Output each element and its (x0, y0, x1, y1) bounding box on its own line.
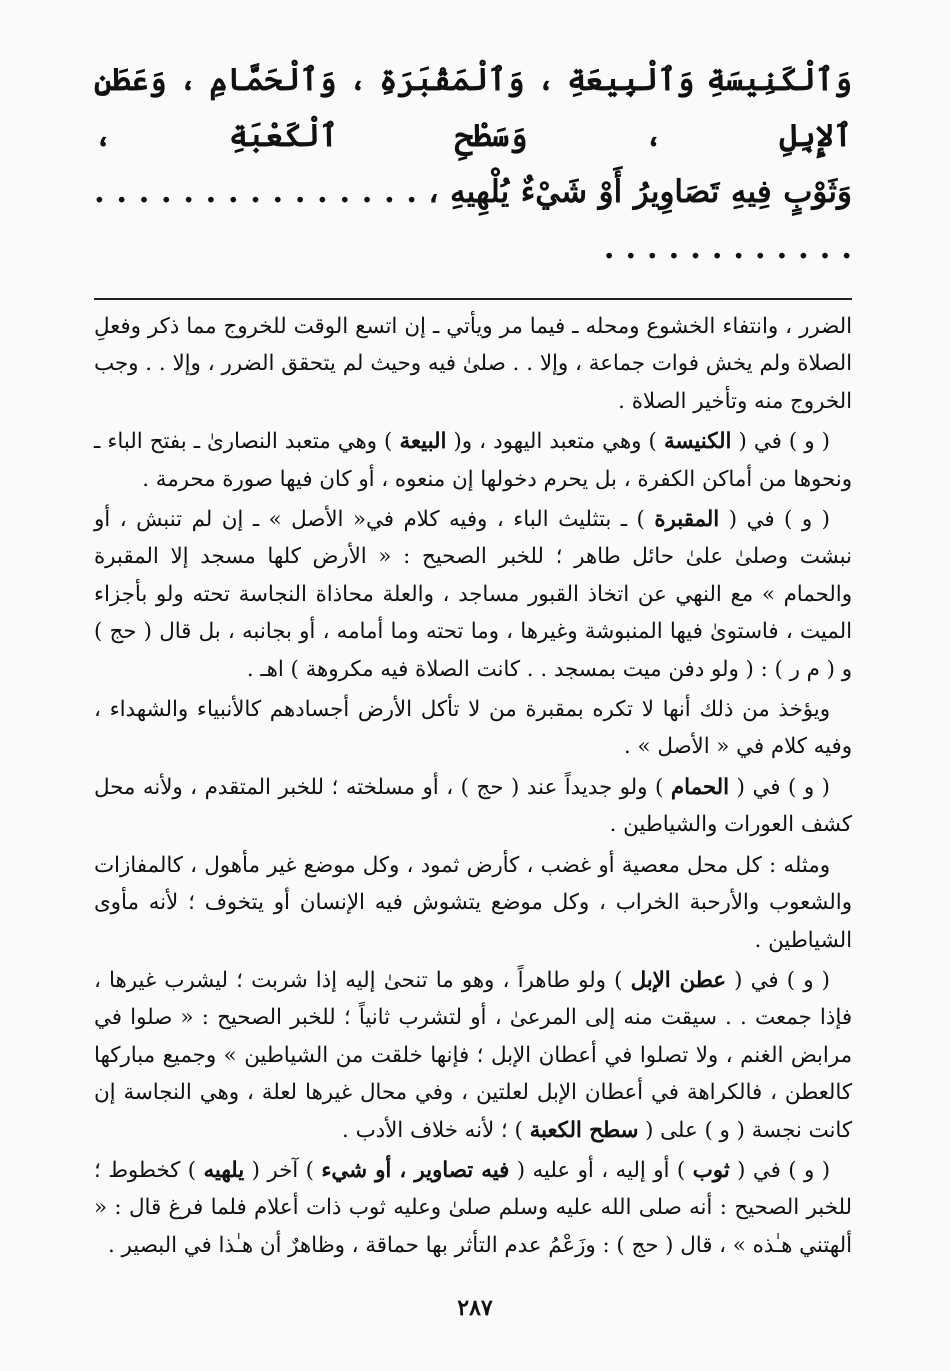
term-tasawir: فيه تصاوير ، أو شيء (321, 1157, 510, 1183)
term-maqbara: المقبرة (654, 507, 720, 533)
page-number: ٢٨٧ (457, 1295, 493, 1321)
term-atan-ibil: عطن الإبل (630, 967, 726, 993)
term-sath-kaaba: سطح الكعبة (529, 1117, 639, 1143)
matn-line-1: وَٱلْكَنِيسَةِ وَٱلْبِيعَةِ ، وَٱلْمَقْبَرَةِ ، وَٱلْحَمَّامِ ، وَعَطَنِ ٱلإِبِلِ ، وَسَطْحِ ٱلْكَعْبَةِ ، (94, 62, 852, 154)
paragraph-1: الضرر ، وانتفاء الخشوع ومحله ـ فيما مر ويأتي ـ إن اتسع الوقت للخروج مما ذكر وفعلِ الصلاة ولم يخش فوات جماعة ، وإلا . . صلىٰ فيه وحيث لم يتحقق الضرر ، وإلا . . وجب الخروج منه وتأخير الصلاة . (94, 314, 852, 414)
paragraph-5: ( و ) في ( الحمام ) ولو جديداً عند ( حج ) ، أو مسلخته ؛ للخبر المتقدم ، ولأنه محل كشف العورات والشياطين . (94, 774, 852, 838)
term-hammam: الحمام (670, 774, 730, 800)
term-bia: البيعة (399, 429, 447, 455)
commentary-text (94, 308, 852, 1264)
paragraph-4: ويؤخذ من ذلك أنها لا تكره بمقبرة من لا تأكل الأرض أجسادهم كالأنبياء والشهداء ، وفيه كلام في « الأصل » . (94, 697, 852, 760)
paragraph-2: ( و ) في ( الكنيسة ) وهي متعبد اليهود ، و( البيعة ) وهي متعبد النصارىٰ ـ بفتح الباء ـ ونحوها من أماكن الكفرة ، بل يحرم دخولها إن منعوه ، أو كان فيها صورة محرمة . (94, 429, 852, 492)
paragraph-3: ( و ) في ( المقبرة ) ـ بتثليث الباء ، وفيه كلام في« الأصل » ـ إن لم تنبش ، أو نبشت وصلىٰ علىٰ حائل طاهر ؛ للخبر الصحيح : « الأرض كلها مسجد إلا المقبرة والحمام » مع النهي عن اتخاذ القبور مساجد ، والعلة محاذاة النجاسة تحته ولو بأجزاء الميت ، فاستوىٰ فيها المنبوشة وغيرها ، وما تحته وما أمامه ، أو بجانبه ، بل قال ( حج ) و ( م ر ) : ( ولو دفن ميت بمسجد . . كانت الصلاة فيه مكروهة ) اهـ . (94, 507, 852, 682)
matn-line-2: وَثَوْبٍ فِيهِ تَصَاوِيرُ أَوْ شَيْءٌ يُلْهِيهِ ، . . . . . . . . . . . . . . . . . . . . . . . . . . . (94, 174, 852, 266)
term-thawb: ثوب (692, 1157, 730, 1183)
paragraph-7: ( و ) في ( عطن الإبل ) ولو طاهراً ، وهو ما تنحىٰ إليه إذا شربت ؛ ليشرب غيرها ، فإذا جمعت . . سيقت منه إلى المرعىٰ ، أو لتشرب ثانياً ؛ للخبر الصحيح : « صلوا في مرابض الغنم ، ولا تصلوا في أعطان الإبل ؛ فإنها خلقت من الشياطين » وجميع مباركها كالعطن ، فالكراهة في أعطان الإبل لعلتين ، وفي محال غيرها لعلة ، وهي النجاسة إن كانت نجسة ( و ) على ( سطح الكعبة ) ؛ لأنه خلاف الأدب . (94, 967, 852, 1143)
matn-text (94, 52, 852, 276)
divider-line (94, 298, 852, 300)
paragraph-8: ( و ) في ( ثوب ) أو إليه ، أو عليه ( فيه تصاوير ، أو شيء ) آخر ( يلهيه ) كخطوط ؛ للخبر الصحيح : أنه صلى الله عليه وسلم صلىٰ وعليه ثوب ذات أعلام فلما فرغ قال : « ألهتني هـٰذه » ، قال ( حج ) : وزَعْمُ عدم التأثر بها حماقة ، وظاهرٌ أن هـٰذا في البصير . (94, 1157, 852, 1258)
term-yulhih: يلهيه (203, 1157, 245, 1183)
term-kanisa: الكنيسة (663, 429, 732, 455)
paragraph-6: ومثله : كل محل معصية أو غضب ، كأرض ثمود ، وكل موضع غير مأهول ، كالمفازات والشعوب والأرحبة الخراب ، وكل موضع يتشوش فيه الإنسان أو يتخوف ؛ لأنه مأوى الشياطين . (94, 852, 852, 953)
